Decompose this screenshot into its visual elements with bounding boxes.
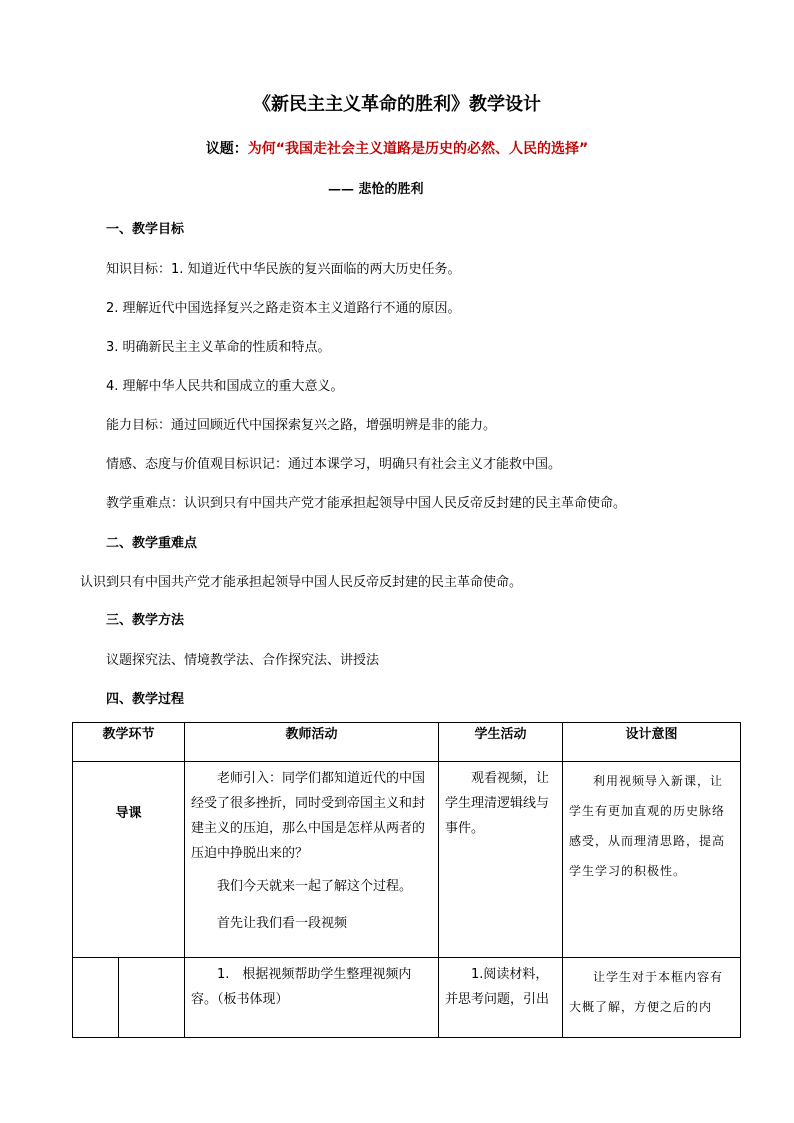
section-heading-key-points: 二、教学重难点	[106, 536, 198, 551]
teacher-text: 我们今天就来一起了解这个过程。	[217, 879, 413, 894]
header-stage: 教学环节	[73, 723, 185, 762]
table-header-row	[73, 723, 741, 762]
teacher-text: 老师引入：同学们都知道近代的中国经受了很多挫折，同时受到帝国主义和封建主义的压迫，那么中国是怎样从两者的压迫中挣脱出来的？	[191, 771, 426, 861]
teacher-cell	[185, 958, 439, 1038]
student-cell	[439, 762, 563, 958]
stage-cell: 导课	[73, 762, 185, 958]
objective-line: 情感、态度与价值观目标识记：通过本课学习，明确只有社会主义才能救中国。	[106, 457, 562, 472]
teacher-cell	[185, 762, 439, 958]
header-teacher: 教师活动	[185, 723, 439, 762]
objective-line: 2. 理解近代中国选择复兴之路走资本主义道路行不通的原因。	[106, 301, 461, 316]
topic-text: 为何“我国走社会主义道路是历史的必然、人民的选择”	[247, 141, 589, 157]
intent-text: 利用视频导入新课，让学生有更加直观的历史脉络感受，从而理清思路，提高学生学习的积极性。	[569, 774, 726, 878]
section-heading-process: 四、教学过程	[106, 692, 185, 707]
teacher-text: 1. 根据视频帮助学生整理视频内容。（板书体现）	[191, 967, 412, 1007]
teacher-text: 首先让我们看一段视频	[217, 916, 348, 931]
teaching-process-table	[72, 722, 741, 1038]
intent-cell	[563, 762, 741, 958]
topic-line	[0, 138, 794, 158]
objective-line: 教学重难点：认识到只有中国共产党才能承担起领导中国人民反帝反封建的民主革命使命。	[106, 496, 627, 511]
topic-prefix: 议题：	[205, 141, 248, 157]
student-cell	[439, 958, 563, 1038]
intent-cell	[563, 958, 741, 1038]
key-points-text: 认识到只有中国共产党才能承担起领导中国人民反帝反封建的民主革命使命。	[80, 575, 523, 590]
methods-text: 议题探究法、情境教学法、合作探究法、讲授法	[106, 653, 380, 668]
objective-line: 3. 明确新民主主义革命的性质和特点。	[106, 340, 331, 355]
header-intent: 设计意图	[563, 723, 741, 762]
intent-text: 让学生对于本框内容有大概了解，方便之后的内	[569, 970, 724, 1014]
stage-cell-empty	[73, 958, 119, 1038]
student-text: 观看视频，让学生理清逻辑线与事件。	[445, 771, 550, 836]
objective-line: 知识目标：1. 知道近代中华民族的复兴面临的两大历史任务。	[106, 262, 461, 277]
section-heading-objectives: 一、教学目标	[106, 222, 185, 237]
objective-line: 能力目标：通过回顾近代中国探索复兴之路，增强明辨是非的能力。	[106, 418, 497, 433]
substage-cell-empty	[119, 958, 185, 1038]
table-row	[73, 958, 741, 1038]
header-student: 学生活动	[439, 723, 563, 762]
document-title: 《新民主主义革命的胜利》教学设计	[253, 94, 541, 115]
student-text: 1.阅读材料，并思考问题，引出	[445, 967, 550, 1007]
table-row	[73, 762, 741, 958]
objective-line: 4. 理解中华人民共和国成立的重大意义。	[106, 379, 344, 394]
section-heading-methods: 三、教学方法	[106, 613, 185, 628]
subtitle: —— 悲怆的胜利	[328, 182, 424, 197]
